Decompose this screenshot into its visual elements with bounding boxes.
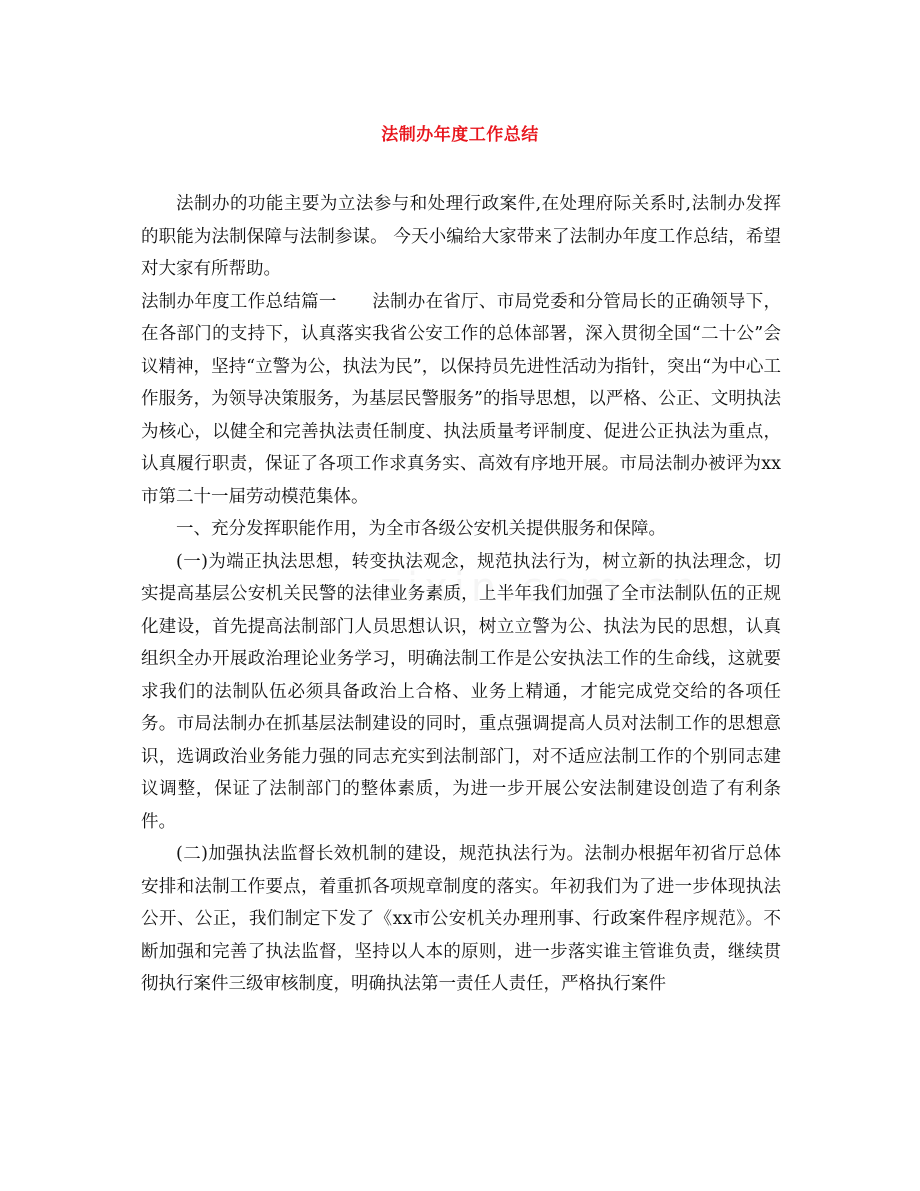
paragraph-item-two: (二)加强执法监督长效机制的建设，规范执法行为。法制办根据年初省厅总体安排和法制工作要点，着重抓各项规章制度的落实。年初我们为了进一步体现执法公开、公正，我们制定下发了《xx市公安机关办理刑事、行政案件程序规范》。不断加强和完善了执法监督，坚持以人本的原则，进一步落实谁主管谁负责，继续贯彻执行案件三级审核制度，明确执法第一责任人责任，严格执行案件 [141,844,781,994]
paragraph-section-one-intro: 法制办年度工作总结篇一 法制办在省厅、市局党委和分管局长的正确领导下，在各部门的支持下，认真落实我省公安工作的总体部署，深入贯彻全国“二十公”会议精神，坚持“立警为公，执法为民”，以保持员先进性活动为指针，突出“为中心工作服务，为领导决策服务，为基层民警服务”的指导思想，以严格、公正、文明执法为核心，以健全和完善执法责任制度、执法质量考评制度、促进公正执法为重点，认真履行职责，保证了各项工作求真务实、高效有序地开展。市局法制办被评为xx市第二十一届劳动模范集体。 [141,291,781,507]
document-body [141,188,781,1001]
paragraph-item-one: (一)为端正执法思想，转变执法观念，规范执法行为，树立新的执法理念，切实提高基层公安机关民警的法律业务素质，上半年我们加强了全市法制队伍的正规化建设，首先提高法制部门人员思想认识，树立立警为公、执法为民的思想，认真组织全办开展政治理论业务学习，明确法制工作是公安执法工作的生命线，这就要求我们的法制队伍必须具备政治上合格、业务上精通，才能完成党交给的各项任务。市局法制办在抓基层法制建设的同时，重点强调提高人员对法制工作的思想意识，选调政治业务能力强的同志充实到法制部门，对不适应法制工作的个别同志建议调整，保证了法制部门的整体素质，为进一步开展公安法制建设创造了有利条件。 [141,551,781,832]
paragraph-heading-one: 一、充分发挥职能作用，为全市各级公安机关提供服务和保障。 [176,519,666,539]
paragraph-intro: 法制办的功能主要为立法参与和处理行政案件,在处理府际关系时,法制办发挥的职能为法制保障与法制参谋。 今天小编给大家带来了法制办年度工作总结，希望对大家有所帮助。 [141,194,781,279]
document-title: 法制办年度工作总结 [381,125,539,145]
